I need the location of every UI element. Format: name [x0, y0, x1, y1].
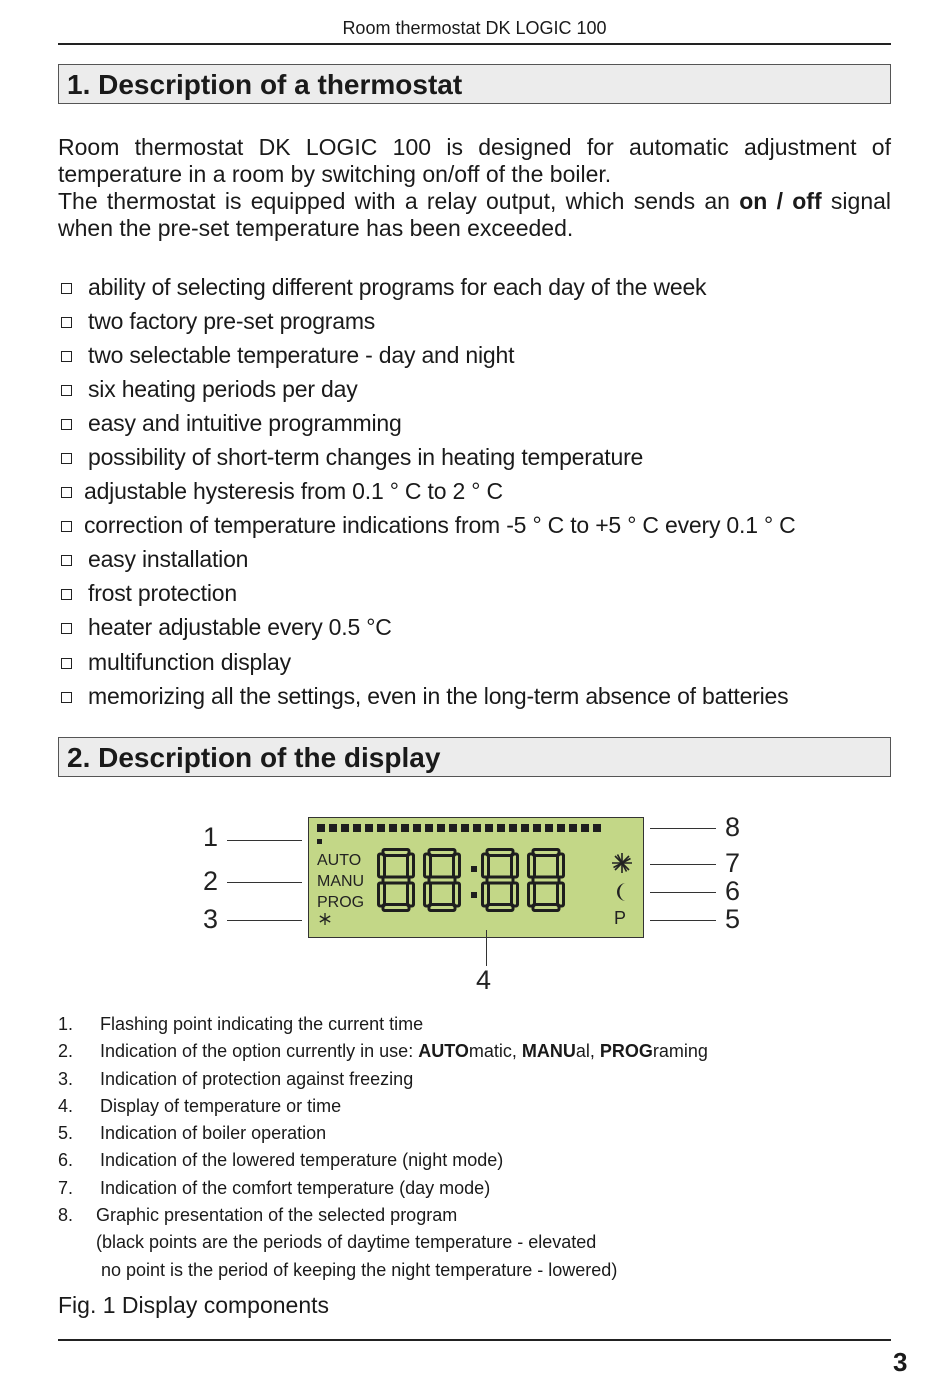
list-item: two factory pre-set programs [58, 304, 891, 338]
running-header: Room thermostat DK LOGIC 100 [342, 18, 607, 38]
checkbox-bullet-icon [61, 623, 72, 634]
digit-segment [383, 850, 409, 856]
callout-line-7 [650, 864, 716, 865]
section-heading-2: 2. Description of the display [58, 737, 891, 777]
program-dot [557, 824, 565, 832]
colon-dot [471, 866, 477, 872]
program-dot [341, 824, 349, 832]
moon-icon [615, 882, 631, 908]
digit-segment [487, 877, 513, 883]
digit-segment [454, 883, 460, 906]
callout-line-8 [650, 828, 716, 829]
checkbox-bullet-icon [61, 692, 72, 703]
mode-manu: MANU [317, 873, 365, 890]
checkbox-bullet-icon [61, 521, 72, 532]
program-dot [473, 824, 481, 832]
sun-icon [611, 852, 633, 880]
checkbox-bullet-icon [61, 385, 72, 396]
digit-segment [483, 854, 489, 877]
program-dot [593, 824, 601, 832]
digit-8 [529, 850, 564, 911]
checkbox-bullet-icon [61, 487, 72, 498]
callout-line-2 [227, 882, 302, 883]
callout-8: 8 [725, 812, 741, 842]
list-item: 7. Indication of the comfort temperature (day mode) [58, 1177, 491, 1198]
digit-segment [529, 854, 535, 877]
list-item: 4. Display of temperature or time [58, 1095, 342, 1116]
list-item: multifunction display [58, 645, 891, 679]
digit-segment [533, 905, 559, 911]
program-dot [545, 824, 553, 832]
program-dot [509, 824, 517, 832]
callout-2: 2 [203, 866, 219, 896]
list-item: correction of temperature indications from -5 ° C to +5 ° C every 0.1 ° C [58, 509, 891, 543]
list-item: two selectable temperature - day and night [58, 338, 891, 372]
digit-segment [558, 854, 564, 877]
boiler-indicator: P [614, 908, 627, 928]
list-item: heater adjustable every 0.5 °C [58, 611, 891, 645]
checkbox-bullet-icon [61, 555, 72, 566]
list-item: 1. Flashing point indicating the current time [58, 1014, 424, 1034]
feature-list [58, 270, 891, 713]
intro-line-1: Room thermostat DK LOGIC 100 is designed for automatic adjustment of temperature in a room by switching on/off of the boiler. [58, 134, 891, 187]
lcd-display [308, 817, 644, 938]
checkbox-bullet-icon [61, 453, 72, 464]
list-item: adjustable hysteresis from 0.1 ° C to 2 ° C [58, 475, 891, 509]
list-item: ability of selecting different programs for each day of the week [58, 270, 891, 304]
list-item-continuation: no point is the period of keeping the night temperature - lowered) [101, 1259, 618, 1280]
program-dot [569, 824, 577, 832]
list-item-continuation: (black points are the periods of daytime temperature - elevated [96, 1232, 597, 1253]
callout-5: 5 [725, 904, 741, 934]
snowflake-icon [318, 912, 332, 931]
digit-segment [425, 854, 431, 877]
callout-line-5 [650, 920, 716, 921]
digit-segment [383, 905, 409, 911]
header-rule [58, 43, 891, 45]
digit-segment [429, 850, 455, 856]
current-time-point [317, 839, 322, 844]
figure-caption: Fig. 1 Display components [58, 1292, 330, 1318]
on-off-term: on / off [739, 188, 822, 214]
intro-paragraph-1 [58, 134, 891, 188]
digit-segment [487, 850, 513, 856]
digit-segment [454, 854, 460, 877]
program-dot [377, 824, 385, 832]
digit-segment [425, 883, 431, 906]
display-legend [58, 1011, 891, 1284]
digit-8 [379, 850, 414, 911]
digit-segment [512, 883, 518, 906]
list-item: 8. Graphic presentation of the selected program [58, 1205, 458, 1226]
program-dot [401, 824, 409, 832]
callout-line-6 [650, 892, 716, 893]
program-dot [365, 824, 373, 832]
list-item: six heating periods per day [58, 372, 891, 406]
section-heading-1: 1. Description of a thermostat [58, 64, 891, 104]
checkbox-bullet-icon [61, 351, 72, 362]
callout-4: 4 [476, 965, 492, 995]
callout-1: 1 [203, 822, 219, 852]
callout-6: 6 [725, 876, 741, 906]
program-dot [389, 824, 397, 832]
list-item: easy and intuitive programming [58, 406, 891, 440]
program-dots [317, 824, 601, 832]
digit-segment [379, 854, 385, 877]
checkbox-bullet-icon [61, 317, 72, 328]
digit-segment [408, 883, 414, 906]
page-number: 3 [893, 1347, 908, 1377]
mode-prog: PROG [317, 894, 365, 911]
list-item: 2. Indication of the option currently in use: AUTOmatic, MANUal, PROGraming [58, 1041, 708, 1062]
digit-segment [408, 854, 414, 877]
seven-segment-digits [375, 848, 590, 923]
digit-segment [383, 877, 409, 883]
program-dot [581, 824, 589, 832]
callout-line-4 [486, 930, 487, 966]
digit-segment [379, 883, 385, 906]
program-dot [533, 824, 541, 832]
program-dot [413, 824, 421, 832]
list-item: possibility of short-term changes in heating temperature [58, 440, 891, 474]
digit-segment [483, 883, 489, 906]
program-dot [329, 824, 337, 832]
digit-segment [512, 854, 518, 877]
digit-segment [429, 877, 455, 883]
program-dot [317, 824, 325, 832]
list-item: frost protection [58, 577, 891, 611]
callout-line-3 [227, 920, 302, 921]
callout-3: 3 [203, 904, 219, 934]
checkbox-bullet-icon [61, 419, 72, 430]
program-dot [461, 824, 469, 832]
program-dot [425, 824, 433, 832]
callout-7: 7 [725, 848, 741, 878]
checkbox-bullet-icon [61, 283, 72, 294]
list-item: 5. Indication of boiler operation [58, 1123, 327, 1144]
digit-8 [425, 850, 460, 911]
list-item: 6. Indication of the lowered temperature (night mode) [58, 1150, 504, 1171]
mode-auto: AUTO [317, 852, 362, 869]
digit-segment [487, 905, 513, 911]
checkbox-bullet-icon [61, 658, 72, 669]
checkbox-bullet-icon [61, 589, 72, 600]
digit-segment [529, 883, 535, 906]
intro-paragraph-2 [58, 188, 891, 242]
footer-rule [58, 1339, 891, 1341]
digit-segment [558, 883, 564, 906]
digit-segment [533, 877, 559, 883]
list-item: memorizing all the settings, even in the long-term absence of batteries [58, 679, 891, 713]
digit-8 [483, 850, 518, 911]
digit-segment [429, 905, 455, 911]
callout-line-1 [227, 840, 302, 841]
program-dot [449, 824, 457, 832]
intro-line-2b: signal when the pre-set temperature has been exceeded. [58, 188, 892, 241]
list-item: easy installation [58, 543, 891, 577]
program-dot [521, 824, 529, 832]
intro-line-2a: The thermostat is equipped with a relay output, which sends an [58, 188, 740, 214]
program-dot [497, 824, 505, 832]
list-item: 3. Indication of protection against freezing [58, 1068, 414, 1089]
program-dot [437, 824, 445, 832]
digit-segment [533, 850, 559, 856]
colon-dot [471, 892, 477, 898]
program-dot [353, 824, 361, 832]
program-dot [485, 824, 493, 832]
